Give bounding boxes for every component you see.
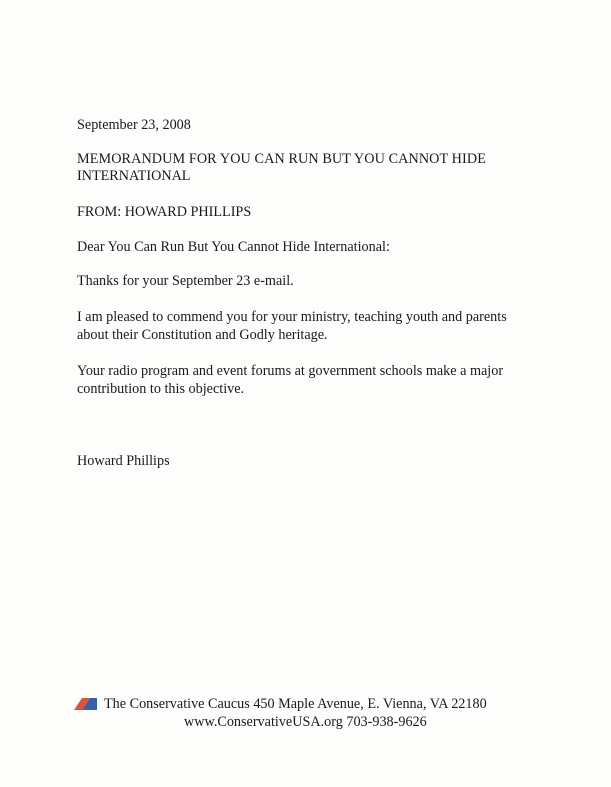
paragraph-1-line-2: about their Constitution and Godly heritage. (77, 327, 328, 343)
thanks-line: Thanks for your September 23 e-mail. (77, 273, 294, 289)
salutation: Dear You Can Run But You Cannot Hide International: (77, 239, 390, 255)
memo-heading-line-1: MEMORANDUM FOR YOU CAN RUN BUT YOU CANNOT HIDE (77, 151, 486, 167)
from-line: FROM: HOWARD PHILLIPS (77, 204, 252, 220)
letter-date: September 23, 2008 (77, 117, 191, 133)
memo-heading-line-2: INTERNATIONAL (77, 168, 191, 184)
paragraph-2-line-2: contribution to this objective. (77, 381, 245, 397)
paragraph-1-line-1: I am pleased to commend you for your ministry, teaching youth and parents (77, 309, 507, 325)
paragraph-2-line-1: Your radio program and event forums at government schools make a major (77, 363, 504, 379)
signature-name: Howard Phillips (77, 453, 170, 469)
footer-contact: www.ConservativeUSA.org 703-938-9626 (184, 714, 427, 730)
footer-address: The Conservative Caucus 450 Maple Avenue, E. Vienna, VA 22180 (104, 696, 487, 712)
caucus-logo-icon (72, 697, 98, 711)
